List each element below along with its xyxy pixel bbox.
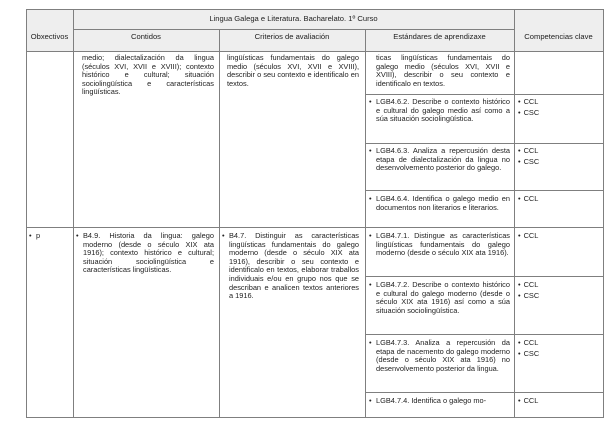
competencia-item: • CSC <box>518 109 598 118</box>
bullet-icon: • <box>29 231 32 240</box>
competencias-list <box>518 195 598 206</box>
competencia-item: • CSC <box>518 158 598 167</box>
competencia-item: • CCL <box>518 397 598 406</box>
competencias-list <box>518 281 598 302</box>
competencia-item: • CCL <box>518 98 598 107</box>
competencia-item: • CCL <box>518 232 598 241</box>
estandar-cell: LGB4.7.2. Describe o contexto histórico e cultural do galego moderno (desde o século XIX ata 1916) así como a súa situación sociolingüística. <box>376 280 510 315</box>
obxectivo-cell: p <box>36 231 41 240</box>
bullet-icon: • <box>369 396 372 405</box>
bullet-icon: • <box>369 97 372 106</box>
competencia-item: • CSC <box>518 292 598 301</box>
competencias-list <box>518 98 598 119</box>
contidos-cell: B4.9. Historia da lingua: galego moderno (desde o século XIX ata 1916); contexto histórico e cultural; situación sociolingüística e características lingüísticas. <box>83 231 214 275</box>
competencia-item: • CCL <box>518 339 598 348</box>
competencias-list <box>518 232 598 243</box>
criterios-cell: lingüísticas fundamentais do galego medio (séculos XVI, XVII e XVIII), describir o seu contexto e identificalo en textos. <box>227 53 359 88</box>
bullet-icon: • <box>222 231 225 240</box>
estandar-cell: LGB4.6.3. Analiza a repercusión desta etapa de dialectalización da lingua no desenvolvemento posterior do galego. <box>376 146 510 173</box>
estandar-cell: LGB4.6.4. Identifica o galego medio en documentos non literarios e literarios. <box>376 194 510 212</box>
criterios-cell: B4.7. Distinguir as características lingüísticas fundamentais do galego moderno (desde o século XIX ata 1916), describir o seu contexto e identificalo en textos, elaborar traballos individuais e/ou en grupo nos que se describan e analicen textos anteriores a 1916. <box>229 231 359 301</box>
estandar-cell: LGB4.7.4. Identifica o galego mo- <box>376 396 487 405</box>
column-header-obxectivos: Obxectivos <box>30 32 69 41</box>
competencia-item: • CSC <box>518 350 598 359</box>
bullet-icon: • <box>76 231 79 240</box>
bullet-icon: • <box>369 194 372 203</box>
column-header-contidos: Contidos <box>131 32 161 41</box>
competencia-item: • CCL <box>518 281 598 290</box>
competencia-item: • CCL <box>518 147 598 156</box>
column-header-estandares: Estándares de aprendizaxe <box>393 32 486 41</box>
table-title: Lingua Galega e Literatura. Bacharelato. 1º Curso <box>209 14 378 23</box>
estandar-cell: LGB4.7.3. Analiza a repercusión da etapa de nacemento do galego moderno (desde o século XIX ata 1916) no desenvolvemento posterior da lingua. <box>376 338 510 373</box>
competencia-item: • CCL <box>518 195 598 204</box>
competencias-list <box>518 339 598 360</box>
bullet-icon: • <box>369 280 372 289</box>
bullet-icon: • <box>369 146 372 155</box>
curriculum-table <box>26 9 604 418</box>
bullet-icon: • <box>369 231 372 240</box>
competencias-list <box>518 397 598 408</box>
bullet-icon: • <box>369 338 372 347</box>
estandar-cell: LGB4.7.1. Distingue as características lingüísticas fundamentais do galego moderno (desde o século XIX ata 1916). <box>376 231 510 258</box>
column-header-competencias: Competencias clave <box>524 32 593 41</box>
estandar-cell: ticas lingüísticas fundamentais do galego medio (séculos XVI, XVII e XVIII), describir o seu contexto e identificalo en textos. <box>376 53 510 88</box>
competencias-list <box>518 147 598 168</box>
estandar-cell: LGB4.6.2. Describe o contexto histórico e cultural do galego medio así como a súa situación sociolingüística. <box>376 97 510 124</box>
column-header-criterios: Criterios de avaliación <box>254 32 330 41</box>
contidos-cell: medio; dialectalización da lingua (séculos XVI, XVII e XVIII); contexto histórico e cultural; situación sociolingüística e características lingüísticas. <box>82 53 214 97</box>
